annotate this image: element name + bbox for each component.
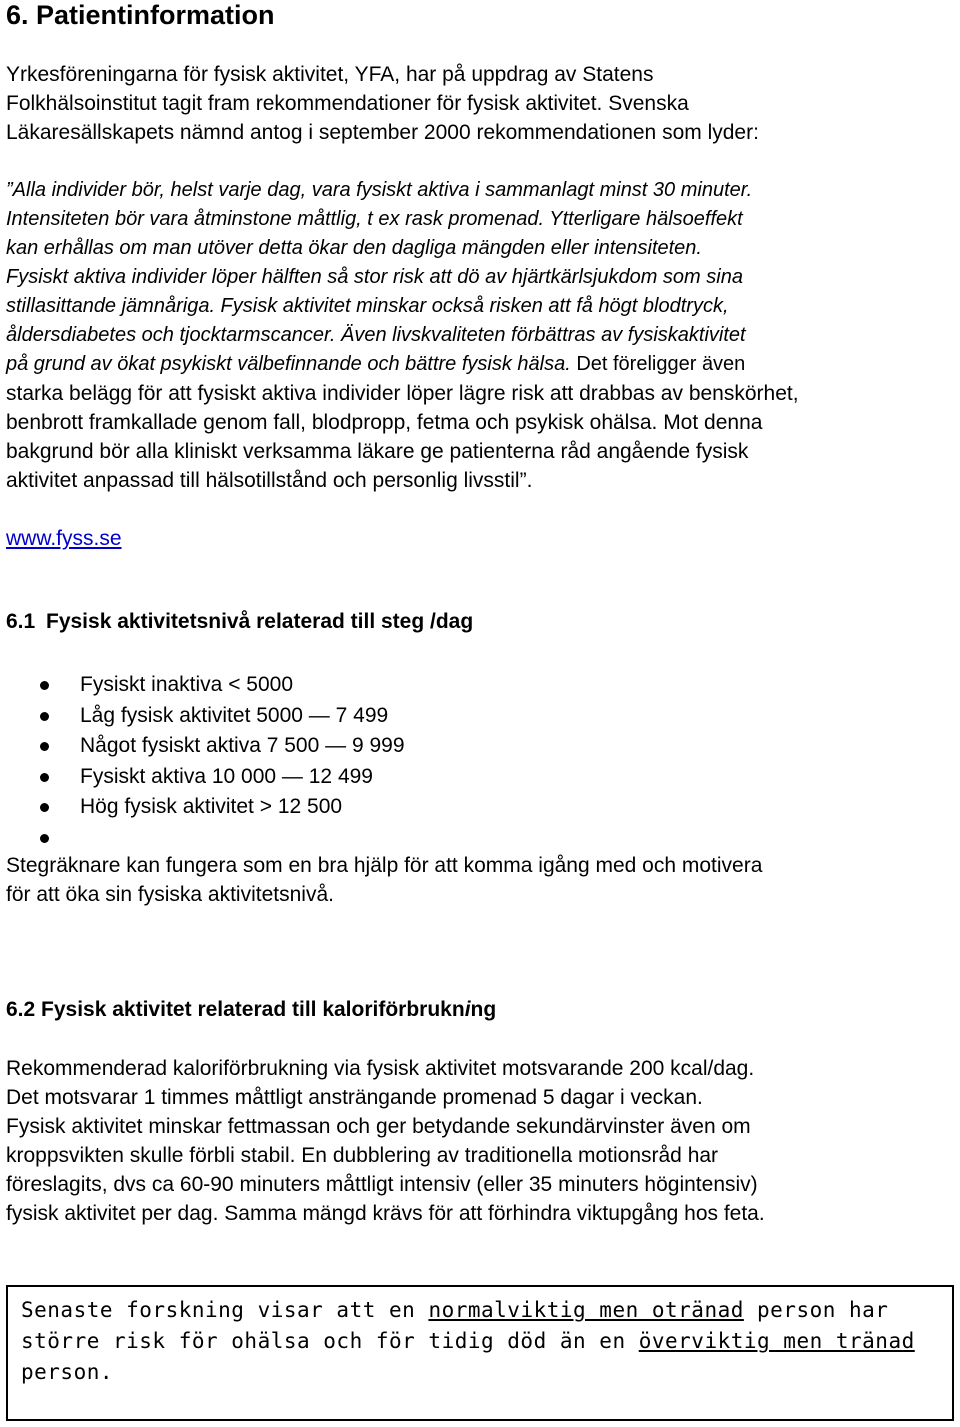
section-title: 6.2 Fysisk aktivitet relaterad till kaloriförbrukn xyxy=(6,998,465,1021)
list-item-text: Något fysiskt aktiva 7 500 — 9 999 xyxy=(80,734,405,757)
list-item xyxy=(6,762,906,793)
note-line: Stegräknare kan fungera som en bra hjälp för att komma igång med och motivera xyxy=(6,854,763,877)
quote-line: kan erhållas om man utöver detta ökar den dagliga mängden eller intensiteten. xyxy=(6,237,702,259)
section-number: 6.1 xyxy=(6,610,36,633)
quote-line: åldersdiabetes och tjocktarmscancer. xyxy=(6,324,336,346)
section-title: ng xyxy=(470,998,497,1021)
quote-line: benbrott framkallade genom fall, blodpropp, fetma och psykisk ohälsa. xyxy=(6,411,658,434)
quote-line: aktivitet anpassad till hälsotillstånd och personlig livsstil”. xyxy=(6,469,533,492)
paragraph-line: Rekommenderad kaloriförbrukning via fysisk aktivitet motsvarande 200 kcal/dag. xyxy=(6,1057,755,1080)
list-item-text: Fysiskt aktiva 10 000 — 12 499 xyxy=(80,764,373,788)
quote-line: Intensiteten bör vara åtminstone måttlig, t ex rask promenad. xyxy=(6,208,545,230)
quote-line: på grund av ökat psykiskt välbefinnande och bättre fysisk hälsa. xyxy=(6,353,571,375)
quote-line: Mot denna xyxy=(657,411,763,434)
callout-text-segment: större risk för ohälsa och för tidig död än en xyxy=(21,1329,639,1353)
list-item-text: Låg fysisk aktivitet 5000 — 7 499 xyxy=(80,703,389,727)
calorie-paragraph xyxy=(6,1054,765,1228)
list-item-text: Fysiskt inaktiva < 5000 xyxy=(80,673,294,696)
section-title: Fysisk aktivitetsnivå relaterad till steg /dag xyxy=(46,610,474,633)
page-title: 6. Patientinformation xyxy=(6,0,275,30)
quote-line: Ytterligare hälsoeffekt xyxy=(544,208,743,230)
bullet-icon xyxy=(40,773,49,782)
bullet-icon xyxy=(40,712,49,721)
callout-text-segment: person. xyxy=(21,1360,114,1384)
quote-line: Fysiskt aktiva individer löper hälften så stor risk att dö av hjärtkärlsjukdom som sina xyxy=(6,266,743,288)
quote-line: Det föreligger även xyxy=(570,353,746,375)
quote-line: ”Alla individer bör, helst varje dag, vara fysiskt aktiva i sammanlagt minst 30 minuter. xyxy=(6,179,753,201)
bullet-icon xyxy=(40,803,49,812)
list-item xyxy=(6,701,906,732)
bullet-icon xyxy=(40,681,49,690)
quote-line: stillasittande jämnåriga. xyxy=(6,295,215,317)
intro-paragraph xyxy=(6,60,759,147)
intro-line: Yrkesföreningarna för fysisk aktivitet, YFA, har på uppdrag av Statens xyxy=(6,63,654,86)
callout-text-segment: person har xyxy=(743,1298,889,1322)
paragraph-line: fysisk aktivitet per dag. Samma mängd krävs för att förhindra viktupgång hos feta. xyxy=(6,1202,765,1225)
paragraph-line: Fysisk aktivitet minskar fettmassan och ger betydande sekundärvinster även om xyxy=(6,1115,751,1138)
bullet-icon xyxy=(40,742,49,751)
list-item xyxy=(6,670,906,701)
callout-text-segment: Senaste forskning visar att en xyxy=(21,1298,429,1322)
fyss-link[interactable]: www.fyss.se xyxy=(6,527,122,550)
research-callout-box xyxy=(6,1285,954,1421)
list-item xyxy=(6,792,906,823)
list-item xyxy=(6,823,906,854)
paragraph-line: kroppsvikten skulle förbli stabil. En dubblering av traditionella motionsråd har xyxy=(6,1144,719,1167)
activity-level-list xyxy=(6,670,906,853)
paragraph-line: föreslagits, dvs ca 60-90 minuters måttligt intensiv (eller 35 minuters högintensiv) xyxy=(6,1173,758,1196)
section-6-1-heading xyxy=(6,610,473,634)
recommendation-quote xyxy=(6,176,799,495)
callout-text xyxy=(21,1295,942,1388)
bullet-icon xyxy=(40,834,49,843)
section-title: i xyxy=(464,998,471,1021)
intro-line: Läkaresällskapets nämnd antog i september 2000 rekommendationen som lyder: xyxy=(6,121,759,144)
quote-line: bakgrund bör alla kliniskt verksamma läkare ge patienterna råd angående fysisk xyxy=(6,440,749,463)
section-6-2-heading xyxy=(6,998,496,1022)
callout-emphasis: överviktig men tränad xyxy=(638,1329,915,1353)
quote-line: Även livskvaliteten förbättras av fysiskaktivitet xyxy=(335,324,746,346)
intro-line: Folkhälsoinstitut tagit fram rekommendationer för fysisk aktivitet. Svenska xyxy=(6,92,689,115)
quote-line: Fysisk aktivitet minskar också risken att få högt blodtryck, xyxy=(215,295,729,317)
note-line: för att öka sin fysiska aktivitetsnivå. xyxy=(6,883,334,906)
callout-emphasis: normalviktig men otränad xyxy=(428,1298,744,1322)
quote-line: starka belägg för att fysiskt aktiva individer löper lägre risk att drabbas av benskörhet, xyxy=(6,382,799,405)
paragraph-line: Det motsvarar 1 timmes måttligt ansträngande promenad 5 dagar i veckan. xyxy=(6,1086,703,1109)
list-item-text: Hög fysisk aktivitet > 12 500 xyxy=(80,795,343,818)
pedometer-note xyxy=(6,851,762,909)
list-item xyxy=(6,731,906,762)
